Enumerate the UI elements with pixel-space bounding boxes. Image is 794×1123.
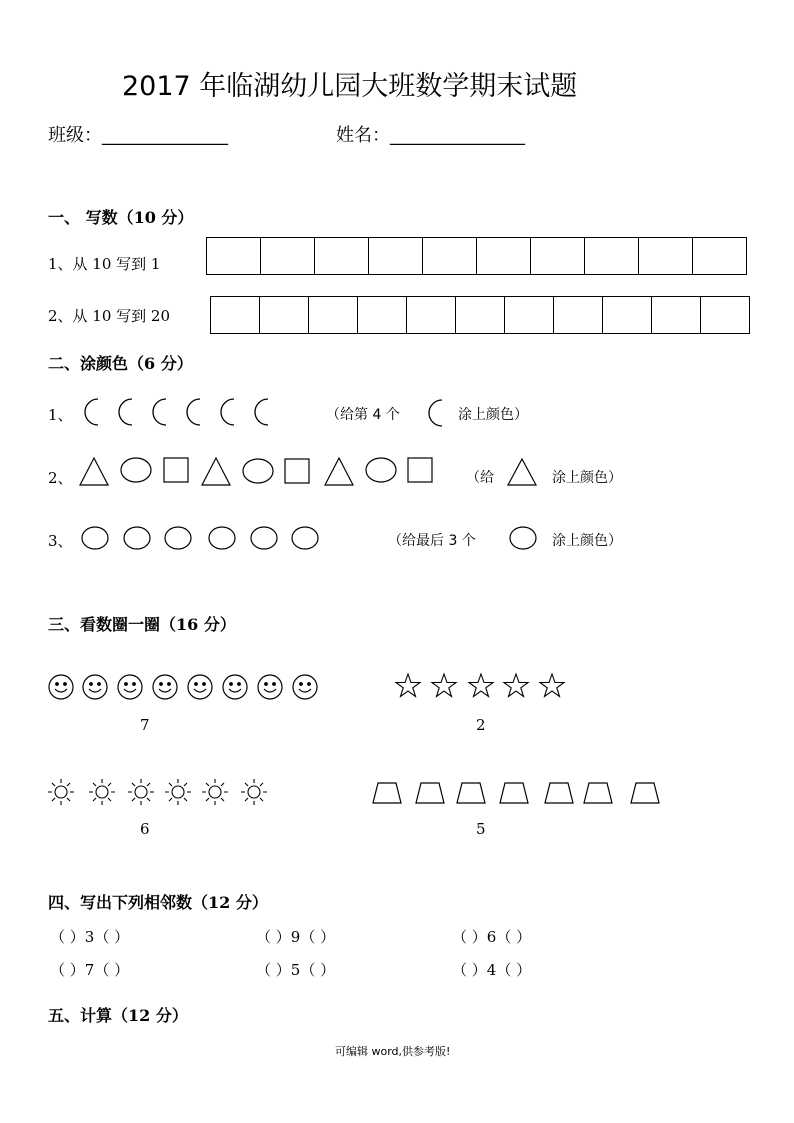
crescent-moon-icon — [119, 399, 132, 425]
circle-icon — [510, 527, 536, 549]
center-number: 9 — [290, 928, 301, 946]
circle-icon — [82, 527, 108, 549]
answer-box[interactable] — [456, 296, 505, 334]
center-number: 3 — [84, 928, 95, 946]
smiley-icon — [118, 675, 142, 699]
blank-right[interactable]: （ ） — [94, 961, 130, 979]
section-5-heading: 五、计算（12 分） — [48, 1006, 188, 1025]
blank-left[interactable]: （ ） — [50, 928, 85, 946]
answer-box[interactable] — [693, 237, 747, 275]
answer-box[interactable] — [652, 296, 701, 334]
answer-box[interactable] — [477, 237, 531, 275]
smiley-icon — [223, 675, 247, 699]
sun-count: 6 — [140, 820, 150, 838]
star-row — [394, 671, 566, 699]
crescent-moon-icon — [221, 399, 234, 425]
neighbor-item[interactable] — [256, 959, 335, 980]
q1-number: 1、 — [48, 406, 73, 424]
answer-box[interactable] — [505, 296, 554, 334]
star-icon — [540, 674, 564, 697]
q1-instruction-b: 涂上颜色） — [458, 407, 528, 423]
q3-number: 3、 — [48, 532, 73, 550]
smiley-icon — [49, 675, 73, 699]
answer-box[interactable] — [315, 237, 369, 275]
neighbor-item[interactable] — [256, 926, 335, 947]
trapezoid-icon — [416, 783, 444, 803]
blank-right[interactable]: （ ） — [300, 961, 336, 979]
star-count: 2 — [476, 716, 486, 734]
triangle-icon — [80, 458, 108, 485]
sun-icon — [202, 779, 228, 805]
blank-left[interactable]: （ ） — [256, 961, 291, 979]
blank-left[interactable]: （ ） — [256, 928, 291, 946]
q3-instruction-b: 涂上颜色） — [552, 533, 622, 549]
name-field[interactable]: 姓名：_______________ — [336, 125, 525, 146]
smiley-icon — [188, 675, 212, 699]
trapezoid-icon — [500, 783, 528, 803]
star-icon — [432, 674, 456, 697]
shape-row — [78, 455, 438, 489]
answer-box[interactable] — [407, 296, 456, 334]
row-1-label: 1、从 10 写到 1 — [48, 255, 161, 273]
circle-icon — [209, 527, 235, 549]
class-field[interactable]: 班级：______________ — [48, 125, 228, 146]
neighbor-item[interactable] — [50, 959, 129, 980]
answer-box[interactable] — [207, 237, 261, 275]
write-boxes-row-1 — [206, 237, 747, 275]
trapezoid-row — [370, 780, 662, 806]
q2-number: 2、 — [48, 469, 73, 487]
answer-box[interactable] — [531, 237, 585, 275]
answer-box[interactable] — [603, 296, 652, 334]
sun-icon — [48, 779, 74, 805]
circle-icon — [251, 527, 277, 549]
circle-icon — [366, 458, 396, 482]
q2-instruction-b: 涂上颜色） — [552, 470, 622, 486]
triangle-icon — [202, 458, 230, 485]
smiley-icon — [153, 675, 177, 699]
q1-instruction-a: （给第 4 个 — [326, 407, 400, 423]
sun-icon — [89, 779, 115, 805]
circle-row — [80, 524, 320, 554]
section-4-heading: 四、写出下列相邻数（12 分） — [48, 893, 268, 912]
square-icon — [408, 458, 432, 482]
sun-icon — [241, 779, 267, 805]
answer-box[interactable] — [211, 296, 260, 334]
square-icon — [164, 458, 188, 482]
answer-box[interactable] — [554, 296, 603, 334]
center-number: 5 — [290, 961, 301, 979]
circle-instruction-shape — [508, 524, 538, 554]
smiley-icon — [293, 675, 317, 699]
moon-row — [80, 396, 280, 428]
star-icon — [504, 674, 528, 697]
circle-icon — [292, 527, 318, 549]
trapezoid-icon — [457, 783, 485, 803]
section-1-heading: 一、 写数（10 分） — [48, 208, 194, 227]
blank-right[interactable]: （ ） — [300, 928, 336, 946]
trapezoid-icon — [373, 783, 401, 803]
crescent-moon-icon — [153, 399, 166, 425]
blank-right[interactable]: （ ） — [496, 928, 532, 946]
moon-instruction-shape — [424, 398, 452, 428]
q2-instruction-a: （给 — [466, 470, 494, 486]
answer-box[interactable] — [585, 237, 639, 275]
crescent-moon-icon — [255, 399, 268, 425]
center-number: 7 — [84, 961, 95, 979]
neighbor-item[interactable] — [452, 926, 531, 947]
circle-icon — [243, 459, 273, 483]
crescent-moon-icon — [187, 399, 200, 425]
answer-box[interactable] — [309, 296, 358, 334]
star-icon — [469, 674, 493, 697]
section-2-heading: 二、涂颜色（6 分） — [48, 354, 193, 373]
smiley-count: 7 — [140, 716, 150, 734]
trapezoid-count: 5 — [476, 820, 486, 838]
blank-left[interactable]: （ ） — [50, 961, 85, 979]
sun-icon — [128, 779, 154, 805]
trapezoid-icon — [631, 783, 659, 803]
triangle-icon — [508, 459, 536, 485]
section-3-heading: 三、看数圈一圈（16 分） — [48, 615, 236, 634]
crescent-moon-icon — [429, 400, 442, 426]
blank-left[interactable]: （ ） — [452, 961, 487, 979]
square-icon — [285, 459, 309, 483]
center-number: 4 — [486, 961, 497, 979]
blank-right[interactable]: （ ） — [94, 928, 130, 946]
blank-left[interactable]: （ ） — [452, 928, 487, 946]
smiley-icon — [258, 675, 282, 699]
blank-right[interactable]: （ ） — [496, 961, 532, 979]
footer-note: 可编辑 word,供参考版! — [335, 1045, 451, 1058]
circle-icon — [124, 527, 150, 549]
page-title: 2017 年临湖幼儿园大班数学期末试题 — [122, 71, 578, 102]
triangle-instruction-shape — [506, 457, 540, 489]
crescent-moon-icon — [85, 399, 98, 425]
neighbor-item[interactable] — [452, 959, 531, 980]
answer-box[interactable] — [358, 296, 407, 334]
answer-box[interactable] — [369, 237, 423, 275]
answer-box[interactable] — [701, 296, 750, 334]
answer-box[interactable] — [639, 237, 693, 275]
smiley-icon — [83, 675, 107, 699]
center-number: 6 — [486, 928, 497, 946]
trapezoid-icon — [584, 783, 612, 803]
answer-box[interactable] — [261, 237, 315, 275]
q3-instruction-a: （给最后 3 个 — [388, 533, 476, 549]
answer-box[interactable] — [423, 237, 477, 275]
answer-box[interactable] — [260, 296, 309, 334]
row-2-label: 2、从 10 写到 20 — [48, 307, 171, 325]
star-icon — [396, 674, 420, 697]
write-boxes-row-2 — [210, 296, 750, 334]
triangle-icon — [325, 458, 353, 485]
sun-icon — [165, 779, 191, 805]
smiley-row — [46, 672, 326, 702]
circle-icon — [121, 458, 151, 482]
neighbor-item[interactable] — [50, 926, 129, 947]
trapezoid-icon — [545, 783, 573, 803]
circle-icon — [165, 527, 191, 549]
sun-row — [46, 776, 276, 808]
